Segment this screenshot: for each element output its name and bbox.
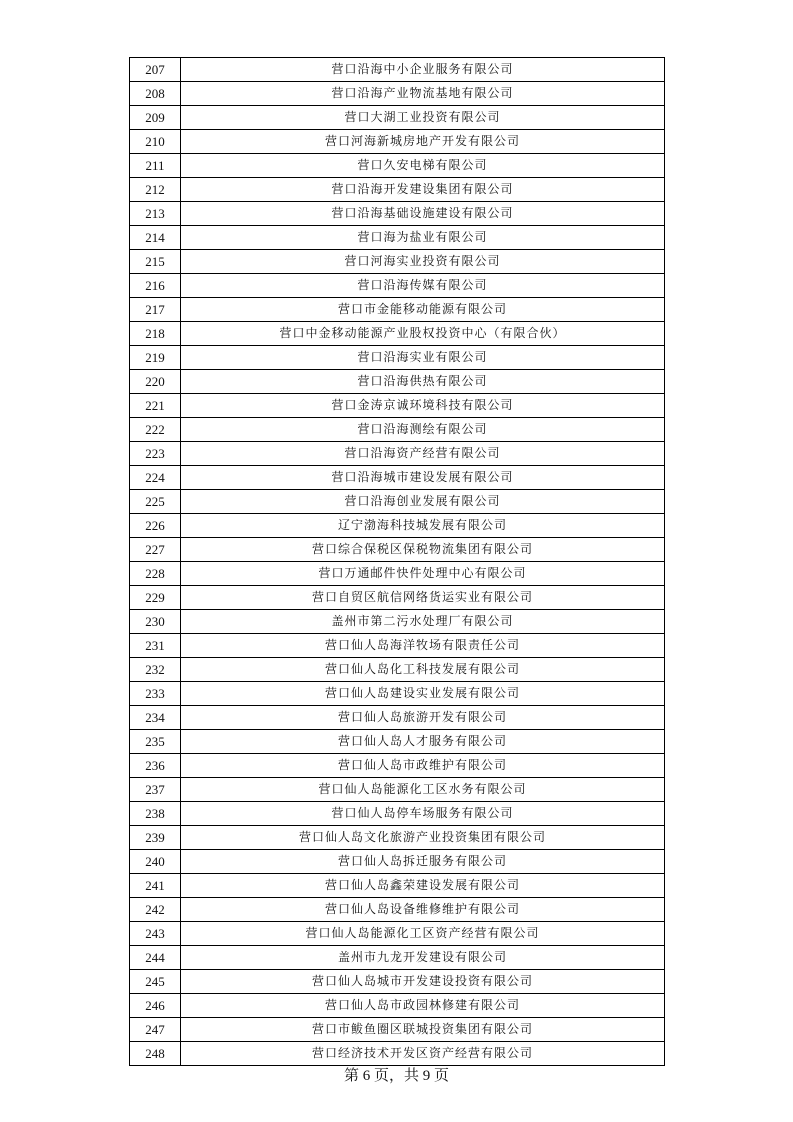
row-number-cell: 237 [130, 778, 181, 802]
row-number-cell: 223 [130, 442, 181, 466]
row-number-cell: 239 [130, 826, 181, 850]
company-name-cell: 营口仙人岛设备维修维护有限公司 [181, 898, 665, 922]
company-name-cell: 营口市鲅鱼圈区联城投资集团有限公司 [181, 1018, 665, 1042]
table-row [130, 634, 665, 658]
table-row [130, 130, 665, 154]
row-number-cell: 208 [130, 82, 181, 106]
row-number-cell: 228 [130, 562, 181, 586]
row-number-cell: 209 [130, 106, 181, 130]
company-name-cell: 营口沿海中小企业服务有限公司 [181, 58, 665, 82]
company-name-cell: 营口中金移动能源产业股权投资中心（有限合伙） [181, 322, 665, 346]
company-name-cell: 营口仙人岛旅游开发有限公司 [181, 706, 665, 730]
table-row [130, 922, 665, 946]
company-name-cell: 营口沿海供热有限公司 [181, 370, 665, 394]
table-row [130, 418, 665, 442]
table-row [130, 106, 665, 130]
company-list-body [130, 58, 665, 1066]
company-name-cell: 营口仙人岛能源化工区水务有限公司 [181, 778, 665, 802]
row-number-cell: 218 [130, 322, 181, 346]
company-name-cell: 盖州市第二污水处理厂有限公司 [181, 610, 665, 634]
table-row [130, 850, 665, 874]
company-name-cell: 营口经济技术开发区资产经营有限公司 [181, 1042, 665, 1066]
row-number-cell: 242 [130, 898, 181, 922]
table-row [130, 946, 665, 970]
table-row [130, 1042, 665, 1066]
table-row [130, 970, 665, 994]
row-number-cell: 243 [130, 922, 181, 946]
row-number-cell: 227 [130, 538, 181, 562]
table-row [130, 394, 665, 418]
row-number-cell: 226 [130, 514, 181, 538]
table-row [130, 466, 665, 490]
company-name-cell: 营口仙人岛文化旅游产业投资集团有限公司 [181, 826, 665, 850]
company-name-cell: 营口沿海产业物流基地有限公司 [181, 82, 665, 106]
row-number-cell: 219 [130, 346, 181, 370]
company-name-cell: 营口市金能移动能源有限公司 [181, 298, 665, 322]
table-row [130, 874, 665, 898]
row-number-cell: 212 [130, 178, 181, 202]
company-name-cell: 营口万通邮件快件处理中心有限公司 [181, 562, 665, 586]
company-name-cell: 盖州市九龙开发建设有限公司 [181, 946, 665, 970]
company-name-cell: 营口金涛京诚环境科技有限公司 [181, 394, 665, 418]
row-number-cell: 220 [130, 370, 181, 394]
company-name-cell: 营口仙人岛拆迁服务有限公司 [181, 850, 665, 874]
row-number-cell: 214 [130, 226, 181, 250]
row-number-cell: 240 [130, 850, 181, 874]
row-number-cell: 234 [130, 706, 181, 730]
company-name-cell: 营口仙人岛市政维护有限公司 [181, 754, 665, 778]
row-number-cell: 211 [130, 154, 181, 178]
company-name-cell: 营口仙人岛建设实业发展有限公司 [181, 682, 665, 706]
row-number-cell: 235 [130, 730, 181, 754]
row-number-cell: 232 [130, 658, 181, 682]
company-name-cell: 营口沿海基础设施建设有限公司 [181, 202, 665, 226]
table-row [130, 994, 665, 1018]
table-row [130, 370, 665, 394]
company-name-cell: 营口仙人岛能源化工区资产经营有限公司 [181, 922, 665, 946]
table-row [130, 586, 665, 610]
table-row [130, 826, 665, 850]
table-row [130, 202, 665, 226]
table-row [130, 226, 665, 250]
company-name-cell: 营口沿海测绘有限公司 [181, 418, 665, 442]
table-row [130, 250, 665, 274]
company-name-cell: 辽宁渤海科技城发展有限公司 [181, 514, 665, 538]
table-row [130, 898, 665, 922]
row-number-cell: 216 [130, 274, 181, 298]
company-list-table [129, 57, 665, 1066]
company-name-cell: 营口沿海创业发展有限公司 [181, 490, 665, 514]
company-name-cell: 营口久安电梯有限公司 [181, 154, 665, 178]
row-number-cell: 247 [130, 1018, 181, 1042]
table-row [130, 274, 665, 298]
company-name-cell: 营口沿海开发建设集团有限公司 [181, 178, 665, 202]
table-row [130, 562, 665, 586]
company-name-cell: 营口综合保税区保税物流集团有限公司 [181, 538, 665, 562]
table-row [130, 730, 665, 754]
company-name-cell: 营口沿海城市建设发展有限公司 [181, 466, 665, 490]
table-row [130, 322, 665, 346]
table-row [130, 538, 665, 562]
table-row [130, 82, 665, 106]
company-name-cell: 营口大湖工业投资有限公司 [181, 106, 665, 130]
company-name-cell: 营口仙人岛海洋牧场有限责任公司 [181, 634, 665, 658]
table-row [130, 178, 665, 202]
row-number-cell: 221 [130, 394, 181, 418]
table-row [130, 802, 665, 826]
table-row [130, 154, 665, 178]
company-name-cell: 营口沿海资产经营有限公司 [181, 442, 665, 466]
company-name-cell: 营口仙人岛化工科技发展有限公司 [181, 658, 665, 682]
table-row [130, 682, 665, 706]
row-number-cell: 217 [130, 298, 181, 322]
row-number-cell: 210 [130, 130, 181, 154]
row-number-cell: 215 [130, 250, 181, 274]
company-name-cell: 营口仙人岛城市开发建设投资有限公司 [181, 970, 665, 994]
row-number-cell: 246 [130, 994, 181, 1018]
company-name-cell: 营口海为盐业有限公司 [181, 226, 665, 250]
company-name-cell: 营口沿海实业有限公司 [181, 346, 665, 370]
table-row [130, 58, 665, 82]
row-number-cell: 213 [130, 202, 181, 226]
table-row [130, 610, 665, 634]
row-number-cell: 238 [130, 802, 181, 826]
table-row [130, 490, 665, 514]
company-name-cell: 营口沿海传媒有限公司 [181, 274, 665, 298]
company-name-cell: 营口仙人岛停车场服务有限公司 [181, 802, 665, 826]
row-number-cell: 244 [130, 946, 181, 970]
company-name-cell: 营口河海新城房地产开发有限公司 [181, 130, 665, 154]
row-number-cell: 245 [130, 970, 181, 994]
row-number-cell: 241 [130, 874, 181, 898]
table-row [130, 298, 665, 322]
company-name-cell: 营口仙人岛鑫荣建设发展有限公司 [181, 874, 665, 898]
row-number-cell: 230 [130, 610, 181, 634]
company-name-cell: 营口自贸区航信网络货运实业有限公司 [181, 586, 665, 610]
company-name-cell: 营口仙人岛人才服务有限公司 [181, 730, 665, 754]
row-number-cell: 225 [130, 490, 181, 514]
table-row [130, 514, 665, 538]
table-row [130, 754, 665, 778]
row-number-cell: 224 [130, 466, 181, 490]
row-number-cell: 248 [130, 1042, 181, 1066]
row-number-cell: 229 [130, 586, 181, 610]
page-number-footer: 第 6 页，共 9 页 [343, 1068, 449, 1084]
table-row [130, 442, 665, 466]
row-number-cell: 231 [130, 634, 181, 658]
company-name-cell: 营口仙人岛市政园林修建有限公司 [181, 994, 665, 1018]
table-row [130, 346, 665, 370]
row-number-cell: 207 [130, 58, 181, 82]
company-name-cell: 营口河海实业投资有限公司 [181, 250, 665, 274]
table-row [130, 778, 665, 802]
table-row [130, 658, 665, 682]
table-row [130, 1018, 665, 1042]
row-number-cell: 222 [130, 418, 181, 442]
row-number-cell: 233 [130, 682, 181, 706]
table-row [130, 706, 665, 730]
row-number-cell: 236 [130, 754, 181, 778]
